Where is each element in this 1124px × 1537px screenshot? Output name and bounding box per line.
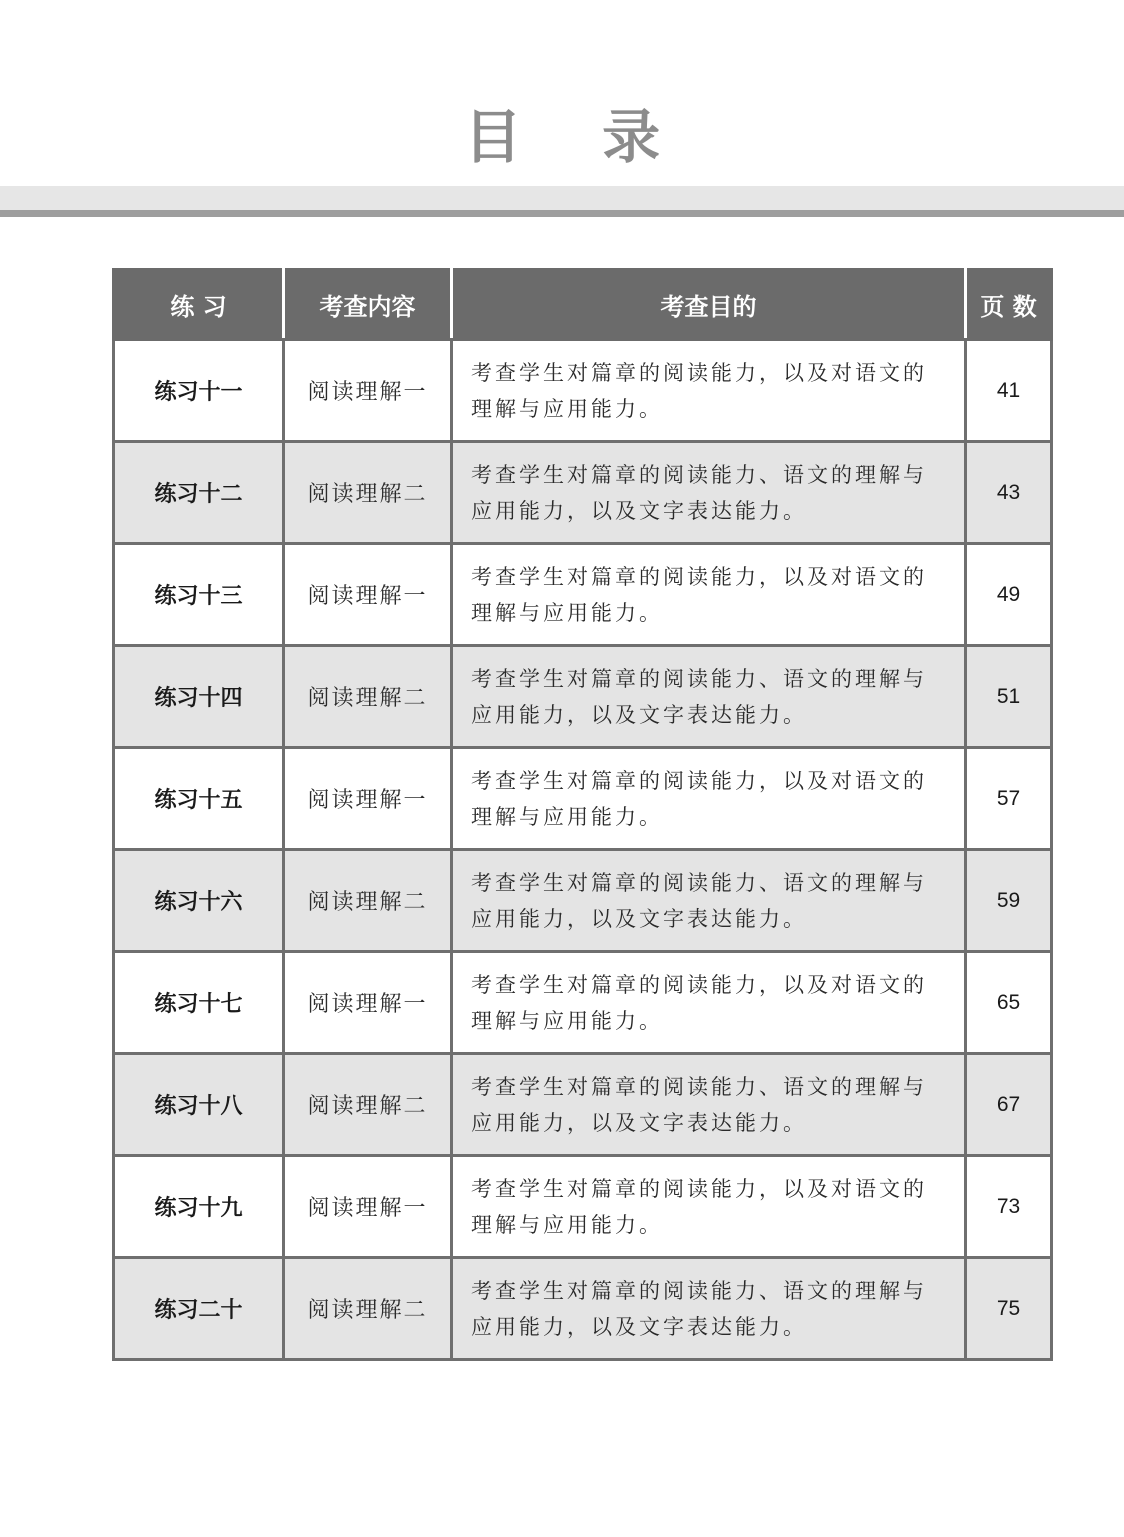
- content-cell: 阅读理解一: [284, 340, 452, 442]
- page-number-cell: 65: [966, 952, 1052, 1054]
- table-row: [114, 1258, 1052, 1360]
- purpose-line: 理解与应用能力。: [471, 396, 663, 421]
- exercise-cell: 练习十六: [114, 850, 284, 952]
- purpose-line: 应用能力，以及文字表达能力。: [471, 906, 807, 931]
- purpose-cell: [452, 748, 966, 850]
- purpose-line: 考查学生对篇章的阅读能力，以及对语文的: [471, 1176, 927, 1201]
- header-content: 考查内容: [284, 270, 452, 340]
- purpose-line: 考查学生对篇章的阅读能力、语文的理解与: [471, 1278, 927, 1303]
- table-row: [114, 952, 1052, 1054]
- purpose-line: 应用能力，以及文字表达能力。: [471, 498, 807, 523]
- purpose-cell: [452, 544, 966, 646]
- page-number-cell: 67: [966, 1054, 1052, 1156]
- purpose-cell: [452, 646, 966, 748]
- page-number-cell: 73: [966, 1156, 1052, 1258]
- exercise-cell: 练习十九: [114, 1156, 284, 1258]
- header-page: 页 数: [966, 270, 1052, 340]
- purpose-line: 应用能力，以及文字表达能力。: [471, 1314, 807, 1339]
- page-number-cell: 51: [966, 646, 1052, 748]
- exercise-cell: 练习十三: [114, 544, 284, 646]
- purpose-line: 应用能力，以及文字表达能力。: [471, 702, 807, 727]
- title-band: [0, 186, 1124, 210]
- purpose-line: 理解与应用能力。: [471, 1008, 663, 1033]
- exercise-cell: 练习十七: [114, 952, 284, 1054]
- header-exercise: 练 习: [114, 270, 284, 340]
- page-number-cell: 43: [966, 442, 1052, 544]
- toc-table: [112, 268, 1053, 1361]
- exercise-cell: 练习十八: [114, 1054, 284, 1156]
- table-header-row: [114, 270, 1052, 340]
- purpose-line: 考查学生对篇章的阅读能力，以及对语文的: [471, 972, 927, 997]
- content-cell: 阅读理解一: [284, 748, 452, 850]
- purpose-line: 考查学生对篇章的阅读能力、语文的理解与: [471, 1074, 927, 1099]
- content-cell: 阅读理解一: [284, 1156, 452, 1258]
- purpose-line: 考查学生对篇章的阅读能力，以及对语文的: [471, 360, 927, 385]
- page-number-cell: 49: [966, 544, 1052, 646]
- content-cell: 阅读理解二: [284, 1054, 452, 1156]
- content-cell: 阅读理解二: [284, 442, 452, 544]
- purpose-cell: [452, 340, 966, 442]
- purpose-cell: [452, 1156, 966, 1258]
- purpose-line: 应用能力，以及文字表达能力。: [471, 1110, 807, 1135]
- purpose-line: 理解与应用能力。: [471, 600, 663, 625]
- content-cell: 阅读理解二: [284, 646, 452, 748]
- exercise-cell: 练习十一: [114, 340, 284, 442]
- page-number-cell: 59: [966, 850, 1052, 952]
- table-row: [114, 340, 1052, 442]
- purpose-line: 考查学生对篇章的阅读能力，以及对语文的: [471, 564, 927, 589]
- exercise-cell: 练习十二: [114, 442, 284, 544]
- header-purpose: 考查目的: [452, 270, 966, 340]
- table-row: [114, 544, 1052, 646]
- purpose-cell: [452, 1258, 966, 1360]
- page-number-cell: 75: [966, 1258, 1052, 1360]
- purpose-line: 考查学生对篇章的阅读能力、语文的理解与: [471, 870, 927, 895]
- content-cell: 阅读理解二: [284, 850, 452, 952]
- page-number-cell: 57: [966, 748, 1052, 850]
- table-row: [114, 442, 1052, 544]
- table-row: [114, 646, 1052, 748]
- page-number-cell: 41: [966, 340, 1052, 442]
- table-row: [114, 850, 1052, 952]
- exercise-cell: 练习十五: [114, 748, 284, 850]
- purpose-cell: [452, 952, 966, 1054]
- exercise-cell: 练习二十: [114, 1258, 284, 1360]
- purpose-line: 理解与应用能力。: [471, 1212, 663, 1237]
- purpose-cell: [452, 1054, 966, 1156]
- purpose-line: 理解与应用能力。: [471, 804, 663, 829]
- table-row: [114, 1156, 1052, 1258]
- content-cell: 阅读理解二: [284, 1258, 452, 1360]
- table-row: [114, 748, 1052, 850]
- content-cell: 阅读理解一: [284, 544, 452, 646]
- exercise-cell: 练习十四: [114, 646, 284, 748]
- page-title: 目 录: [463, 103, 691, 171]
- purpose-cell: [452, 850, 966, 952]
- purpose-line: 考查学生对篇章的阅读能力、语文的理解与: [471, 666, 927, 691]
- table-row: [114, 1054, 1052, 1156]
- purpose-cell: [452, 442, 966, 544]
- purpose-line: 考查学生对篇章的阅读能力、语文的理解与: [471, 462, 927, 487]
- purpose-line: 考查学生对篇章的阅读能力，以及对语文的: [471, 768, 927, 793]
- title-rule: [0, 210, 1124, 217]
- content-cell: 阅读理解一: [284, 952, 452, 1054]
